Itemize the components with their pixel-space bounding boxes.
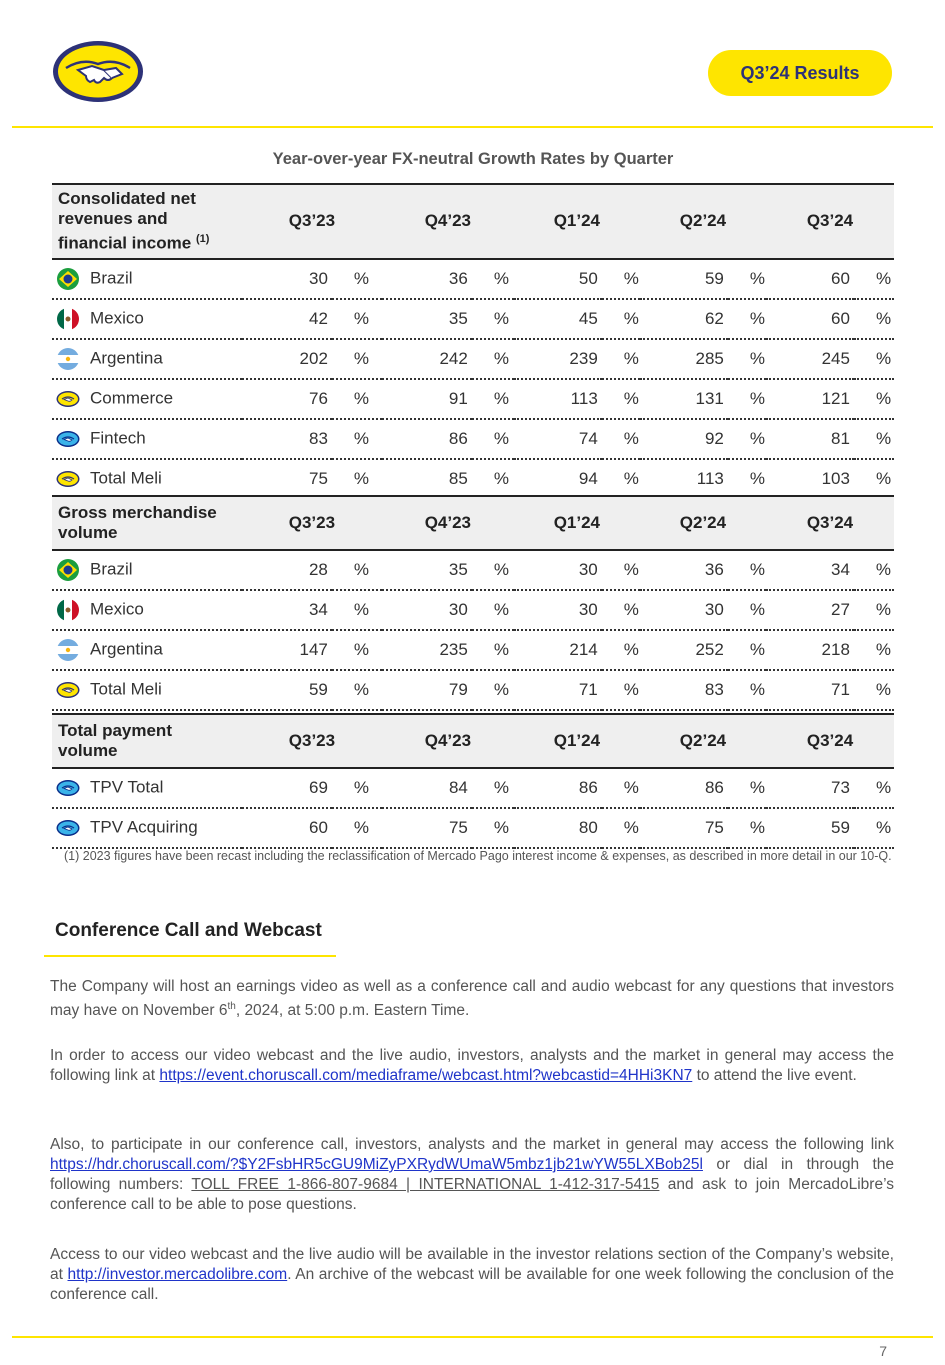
mercadopago-icon bbox=[56, 816, 80, 840]
footnote bbox=[64, 848, 894, 864]
mercadolibre-icon bbox=[56, 467, 80, 491]
cell-value: 202 bbox=[242, 339, 332, 379]
percent-sign: % bbox=[854, 419, 894, 459]
percent-sign: % bbox=[602, 590, 640, 630]
percent-sign: % bbox=[854, 768, 894, 808]
row-label: Commerce bbox=[52, 379, 242, 419]
cell-value: 27 bbox=[766, 590, 854, 630]
percent-sign: % bbox=[854, 459, 894, 499]
cell-value: 235 bbox=[382, 630, 472, 670]
row-label: Mexico bbox=[52, 299, 242, 339]
percent-sign: % bbox=[854, 670, 894, 710]
cell-value: 80 bbox=[514, 808, 602, 848]
percent-sign: % bbox=[472, 768, 514, 808]
percent-sign: % bbox=[472, 459, 514, 499]
percent-sign: % bbox=[854, 550, 894, 590]
row-label: TPV Acquiring bbox=[52, 808, 242, 848]
cell-value: 71 bbox=[766, 670, 854, 710]
cell-value: 92 bbox=[640, 419, 728, 459]
cell-value: 103 bbox=[766, 459, 854, 499]
brazil-flag-icon bbox=[56, 267, 80, 291]
cell-value: 42 bbox=[242, 299, 332, 339]
percent-sign: % bbox=[472, 550, 514, 590]
percent-sign: % bbox=[728, 259, 766, 299]
column-header: Q2’24 bbox=[640, 714, 766, 768]
percent-sign: % bbox=[602, 379, 640, 419]
cell-value: 86 bbox=[514, 768, 602, 808]
row-label: Brazil bbox=[52, 259, 242, 299]
percent-sign: % bbox=[728, 299, 766, 339]
table-header-label: Total payment volume bbox=[52, 714, 242, 768]
percent-sign: % bbox=[332, 670, 382, 710]
percent-sign: % bbox=[728, 459, 766, 499]
percent-sign: % bbox=[472, 808, 514, 848]
cell-value: 86 bbox=[382, 419, 472, 459]
row-label: Argentina bbox=[52, 630, 242, 670]
percent-sign: % bbox=[472, 630, 514, 670]
row-label: Fintech bbox=[52, 419, 242, 459]
percent-sign: % bbox=[332, 550, 382, 590]
cell-value: 81 bbox=[766, 419, 854, 459]
column-header: Q3’24 bbox=[766, 184, 894, 259]
footnote-marker: (1) bbox=[64, 849, 80, 863]
percent-sign: % bbox=[472, 339, 514, 379]
gmv-table bbox=[52, 495, 894, 711]
brazil-flag-icon bbox=[56, 558, 80, 582]
percent-sign: % bbox=[472, 259, 514, 299]
cell-value: 30 bbox=[514, 550, 602, 590]
paragraph-webcast: In order to access our video webcast and the live audio, investors, analysts and the market in general may access the following link at https://event.choruscall.com/mediaframe/webcast.html?webcastid=4HHi3KN7 to attend the live event. bbox=[50, 1047, 894, 1084]
investor-relations-link[interactable]: http://investor.mercadolibre.com bbox=[67, 1266, 288, 1283]
percent-sign: % bbox=[728, 630, 766, 670]
section-title: Conference Call and Webcast bbox=[55, 920, 322, 941]
cell-value: 73 bbox=[766, 768, 854, 808]
table-row bbox=[52, 299, 894, 339]
mercadopago-icon bbox=[56, 427, 80, 451]
column-header: Q1’24 bbox=[514, 496, 640, 550]
cell-value: 86 bbox=[640, 768, 728, 808]
percent-sign: % bbox=[472, 299, 514, 339]
argentina-flag-icon bbox=[56, 347, 80, 371]
column-header: Q3’24 bbox=[766, 714, 894, 768]
mercadolibre-logo bbox=[52, 40, 144, 103]
cell-value: 59 bbox=[766, 808, 854, 848]
cell-value: 71 bbox=[514, 670, 602, 710]
cell-value: 245 bbox=[766, 339, 854, 379]
cell-value: 75 bbox=[242, 459, 332, 499]
row-label: Total Meli bbox=[52, 670, 242, 710]
percent-sign: % bbox=[332, 299, 382, 339]
cell-value: 83 bbox=[242, 419, 332, 459]
percent-sign: % bbox=[728, 379, 766, 419]
column-header: Q3’23 bbox=[242, 714, 382, 768]
cell-value: 131 bbox=[640, 379, 728, 419]
cell-value: 30 bbox=[640, 590, 728, 630]
cell-value: 60 bbox=[242, 808, 332, 848]
percent-sign: % bbox=[728, 419, 766, 459]
percent-sign: % bbox=[854, 339, 894, 379]
percent-sign: % bbox=[332, 768, 382, 808]
column-header: Q1’24 bbox=[514, 184, 640, 259]
percent-sign: % bbox=[854, 299, 894, 339]
percent-sign: % bbox=[332, 590, 382, 630]
percent-sign: % bbox=[602, 808, 640, 848]
cell-value: 242 bbox=[382, 339, 472, 379]
percent-sign: % bbox=[854, 630, 894, 670]
column-header: Q3’23 bbox=[242, 184, 382, 259]
column-header: Q4’23 bbox=[382, 496, 514, 550]
cell-value: 69 bbox=[242, 768, 332, 808]
tpv-table bbox=[52, 713, 894, 849]
cell-value: 285 bbox=[640, 339, 728, 379]
paragraph-schedule: The Company will host an earnings video as well as a conference call and audio webcast for any questions that investors may have on November 6th, 2024, at 5:00 p.m. Eastern Time. bbox=[50, 978, 894, 1020]
cell-value: 76 bbox=[242, 379, 332, 419]
row-label: Total Meli bbox=[52, 459, 242, 499]
column-header: Q4’23 bbox=[382, 184, 514, 259]
table-header-label: Consolidated net revenues and financial income $^{(1)}$ bbox=[52, 184, 242, 259]
percent-sign: % bbox=[728, 550, 766, 590]
cell-value: 59 bbox=[640, 259, 728, 299]
cell-value: 36 bbox=[640, 550, 728, 590]
net-revenues-table bbox=[52, 183, 894, 500]
row-label: TPV Total bbox=[52, 768, 242, 808]
table-row bbox=[52, 768, 894, 808]
column-header: Q3’24 bbox=[766, 496, 894, 550]
percent-sign: % bbox=[728, 670, 766, 710]
cell-value: 94 bbox=[514, 459, 602, 499]
cell-value: 30 bbox=[242, 259, 332, 299]
percent-sign: % bbox=[602, 670, 640, 710]
cell-value: 28 bbox=[242, 550, 332, 590]
cell-value: 35 bbox=[382, 550, 472, 590]
results-badge: Q3’24 Results bbox=[708, 50, 892, 96]
column-header: Q2’24 bbox=[640, 184, 766, 259]
cell-value: 34 bbox=[242, 590, 332, 630]
table-row bbox=[52, 630, 894, 670]
cell-value: 34 bbox=[766, 550, 854, 590]
cell-value: 75 bbox=[382, 808, 472, 848]
cell-value: 60 bbox=[766, 299, 854, 339]
percent-sign: % bbox=[472, 379, 514, 419]
cell-value: 30 bbox=[514, 590, 602, 630]
cell-value: 147 bbox=[242, 630, 332, 670]
table-row bbox=[52, 339, 894, 379]
table-row bbox=[52, 459, 894, 499]
percent-sign: % bbox=[854, 590, 894, 630]
percent-sign: % bbox=[728, 768, 766, 808]
paragraph-investor-relations: Access to our video webcast and the live audio will be available in the investor relations section of the Company’s website, at http://investor.mercadolibre.com. An archive of the webcast will be available for one week following the conclusion of the conference call. bbox=[50, 1246, 894, 1303]
cell-value: 75 bbox=[640, 808, 728, 848]
percent-sign: % bbox=[602, 259, 640, 299]
table-row bbox=[52, 259, 894, 299]
percent-sign: % bbox=[332, 630, 382, 670]
header-divider bbox=[12, 126, 933, 128]
cell-value: 45 bbox=[514, 299, 602, 339]
cell-value: 79 bbox=[382, 670, 472, 710]
cell-value: 218 bbox=[766, 630, 854, 670]
percent-sign: % bbox=[332, 419, 382, 459]
row-label: Brazil bbox=[52, 550, 242, 590]
page-number: 7 bbox=[879, 1343, 887, 1359]
percent-sign: % bbox=[332, 459, 382, 499]
table-row bbox=[52, 550, 894, 590]
cell-value: 121 bbox=[766, 379, 854, 419]
percent-sign: % bbox=[602, 459, 640, 499]
percent-sign: % bbox=[602, 339, 640, 379]
table-row bbox=[52, 419, 894, 459]
mercadolibre-icon bbox=[56, 387, 80, 411]
column-header: Q3’23 bbox=[242, 496, 382, 550]
mercadolibre-icon bbox=[56, 678, 80, 702]
cell-value: 59 bbox=[242, 670, 332, 710]
cell-value: 83 bbox=[640, 670, 728, 710]
percent-sign: % bbox=[602, 419, 640, 459]
percent-sign: % bbox=[602, 630, 640, 670]
column-header: Q2’24 bbox=[640, 496, 766, 550]
percent-sign: % bbox=[472, 419, 514, 459]
argentina-flag-icon bbox=[56, 638, 80, 662]
column-header: Q1’24 bbox=[514, 714, 640, 768]
dial-in-numbers: TOLL FREE 1-866-807-9684 | INTERNATIONAL 1-412-317-5415 bbox=[191, 1176, 660, 1193]
percent-sign: % bbox=[728, 339, 766, 379]
percent-sign: % bbox=[332, 259, 382, 299]
table-row bbox=[52, 379, 894, 419]
webcast-link[interactable]: https://event.choruscall.com/mediaframe/webcast.html?webcastid=4HHi3KN7 bbox=[159, 1067, 693, 1084]
cell-value: 74 bbox=[514, 419, 602, 459]
percent-sign: % bbox=[332, 339, 382, 379]
cell-value: 214 bbox=[514, 630, 602, 670]
percent-sign: % bbox=[728, 808, 766, 848]
percent-sign: % bbox=[728, 590, 766, 630]
percent-sign: % bbox=[854, 379, 894, 419]
cell-value: 113 bbox=[514, 379, 602, 419]
percent-sign: % bbox=[332, 379, 382, 419]
cell-value: 252 bbox=[640, 630, 728, 670]
cell-value: 84 bbox=[382, 768, 472, 808]
cell-value: 113 bbox=[640, 459, 728, 499]
percent-sign: % bbox=[472, 590, 514, 630]
percent-sign: % bbox=[602, 550, 640, 590]
conference-call-link[interactable]: https://hdr.choruscall.com/?$Y2FsbHR5cGU9MiZyPXRydWUmaW5mbz1jb21wYW55LXBob25l bbox=[50, 1156, 703, 1173]
percent-sign: % bbox=[332, 808, 382, 848]
cell-value: 62 bbox=[640, 299, 728, 339]
percent-sign: % bbox=[602, 299, 640, 339]
footer-divider bbox=[12, 1336, 933, 1338]
cell-value: 85 bbox=[382, 459, 472, 499]
table-row bbox=[52, 808, 894, 848]
cell-value: 30 bbox=[382, 590, 472, 630]
percent-sign: % bbox=[854, 808, 894, 848]
mexico-flag-icon bbox=[56, 598, 80, 622]
column-header: Q4’23 bbox=[382, 714, 514, 768]
percent-sign: % bbox=[472, 670, 514, 710]
cell-value: 50 bbox=[514, 259, 602, 299]
cell-value: 91 bbox=[382, 379, 472, 419]
percent-sign: % bbox=[854, 259, 894, 299]
table-title: Year-over-year FX-neutral Growth Rates by Quarter bbox=[272, 150, 674, 168]
row-label: Mexico bbox=[52, 590, 242, 630]
footnote-text: 2023 figures have been recast including the reclassification of Mercado Pago interest income & expenses, as described in more detail in our 10-Q. bbox=[82, 849, 892, 863]
cell-value: 35 bbox=[382, 299, 472, 339]
section-underline bbox=[44, 955, 336, 957]
mercadopago-icon bbox=[56, 776, 80, 800]
row-label: Argentina bbox=[52, 339, 242, 379]
cell-value: 36 bbox=[382, 259, 472, 299]
table-row bbox=[52, 670, 894, 710]
cell-value: 239 bbox=[514, 339, 602, 379]
cell-value: 60 bbox=[766, 259, 854, 299]
table-row bbox=[52, 590, 894, 630]
percent-sign: % bbox=[602, 768, 640, 808]
mexico-flag-icon bbox=[56, 307, 80, 331]
paragraph-conference-call: Also, to participate in our conference call, investors, analysts and the market in general may access the following link https://hdr.choruscall.com/?$Y2FsbHR5cGU9MiZyPXRydWUmaW5mbz1jb21wYW55LXBob25l or dial in through the following numbers: TOLL FREE 1-866-807-9684 | INTERNATIONAL 1-412-317-5415 and ask to join MercadoLibre’s conference call to be able to pose questions. bbox=[50, 1136, 894, 1213]
table-header-label: Gross merchandise volume bbox=[52, 496, 242, 550]
